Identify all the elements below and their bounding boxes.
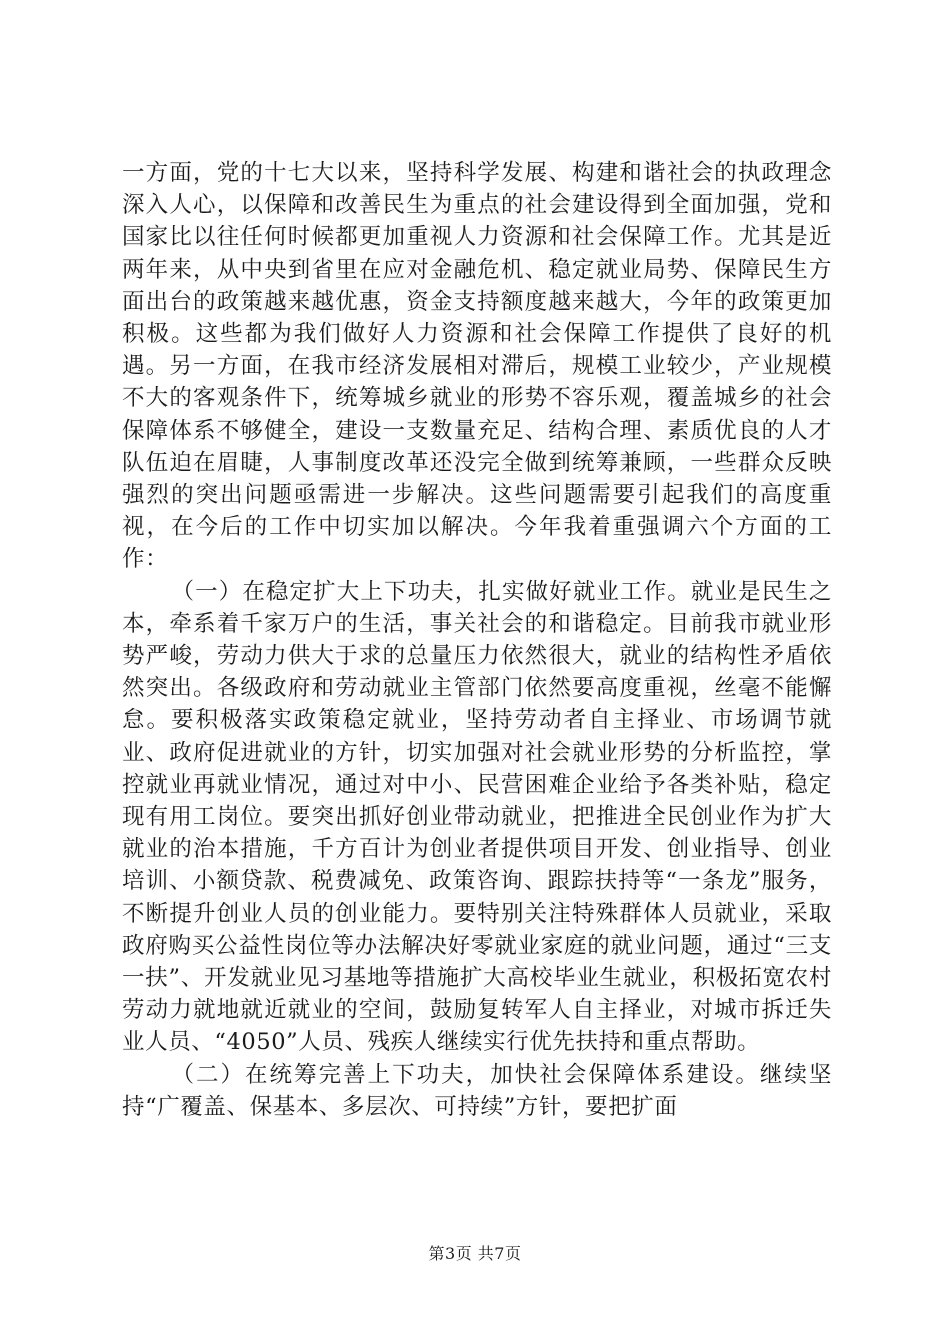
page-footer: 第3页 共7页 (428, 1244, 522, 1263)
paragraph-section-2: （二）在统筹完善上下功夫，加快社会保障体系建设。继续坚持“广覆盖、保基本、多层次、可持续”方针，要把扩面 (122, 1061, 832, 1120)
paragraph-intro: 一方面，党的十七大以来，坚持科学发展、构建和谐社会的执政理念深入人心，以保障和改善民生为重点的社会建设得到全面加强，党和国家比以往任何时候都更加重视人力资源和社会保障工作。尤其是近两年来，从中央到省里在应对金融危机、稳定就业局势、保障民生方面出台的政策越来越优惠，资金支持额度越来越大，今年的政策更加积极。这些都为我们做好人力资源和社会保障工作提供了良好的机遇。另一方面，在我市经济发展相对滞后，规模工业较少，产业规模不大的客观条件下，统筹城乡就业的形势不容乐观，覆盖城乡的社会保障体系不够健全，建设一支数量充足、结构合理、素质优良的人才队伍迫在眉睫，人事制度改革还没完全做到统筹兼顾，一些群众反映强烈的突出问题亟需进一步解决。这些问题需要引起我们的高度重视，在今后的工作中切实加以解决。今年我着重强调六个方面的工作： (122, 160, 832, 573)
body-text (122, 157, 832, 1123)
paragraph-section-1: （一）在稳定扩大上下功夫，扎实做好就业工作。就业是民生之本，牵系着千家万户的生活，事关社会的和谐稳定。目前我市就业形势严峻，劳动力供大于求的总量压力依然很大，就业的结构性矛盾依然突出。各级政府和劳动就业主管部门依然要高度重视，丝毫不能懈怠。要积极落实政策稳定就业，坚持劳动者自主择业、市场调节就业、政府促进就业的方针，切实加强对社会就业形势的分析监控，掌控就业再就业情况，通过对中小、民营困难企业给予各类补贴，稳定现有用工岗位。要突出抓好创业带动就业，把推进全民创业作为扩大就业的治本措施，千方百计为创业者提供项目开发、创业指导、创业培训、小额贷款、税费减免、政策咨询、跟踪扶持等“一条龙”服务，不断提升创业人员的创业能力。要特别关注特殊群体人员就业，采取政府购买公益性岗位等办法解决好零就业家庭的就业问题，通过“三支一扶”、开发就业见习基地等措施扩大高校毕业生就业，积极拓宽农村劳动力就地就近就业的空间，鼓励复转军人自主择业，对城市拆迁失业人员、“4050”人员、残疾人继续实行优先扶持和重点帮助。 (122, 578, 832, 1056)
